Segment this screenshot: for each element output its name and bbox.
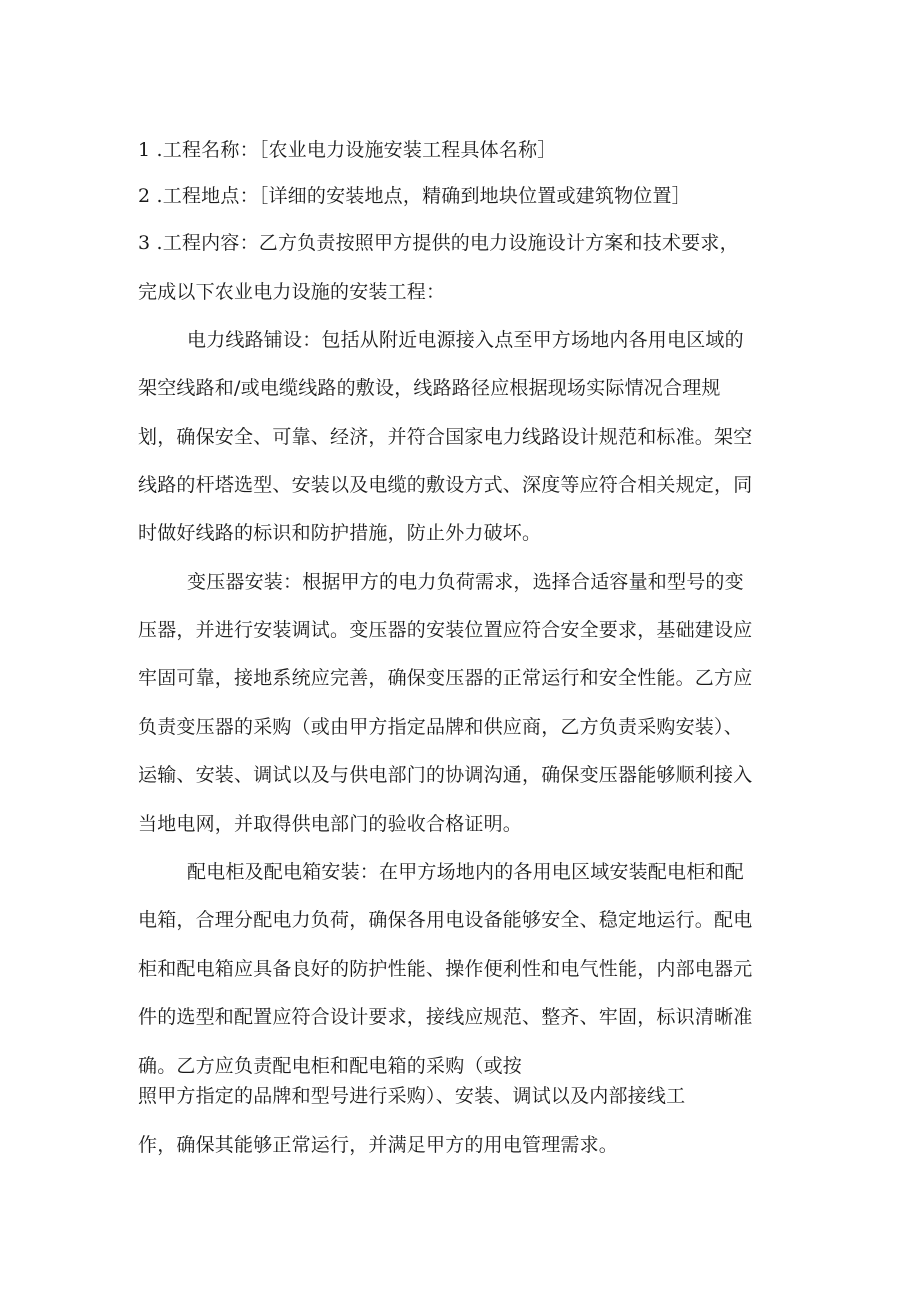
text-line: 运输、安装、调试以及与供电部门的协调沟通，确保变压器能够顺利接入 [138,764,753,786]
text-line: 电箱，合理分配电力负荷，确保各用电设备能够安全、稳定地运行。配电 [138,909,753,931]
paragraph-distribution-start: 配电柜及配电箱安装：在甲方场地内的各用电区域安装配电柜和配 [187,861,744,883]
item-project-name: 1 .工程名称：［农业电力设施安装工程具体名称］ [138,139,557,161]
text-line: 柜和配电箱应具备良好的防护性能、操作便利性和电气性能，内部电器元 [138,958,753,980]
text-line: 牢固可靠，接地系统应完善，确保变压器的正常运行和安全性能。乙方应 [138,667,753,689]
text-line: 确。乙方应负责配电柜和配电箱的采购（或按 [138,1055,523,1077]
text-line: 照甲方指定的品牌和型号进行采购）、安装、调试以及内部接线工 [138,1085,686,1107]
text-line: 负责变压器的采购（或由甲方指定品牌和供应商，乙方负责采购安装）、 [138,716,743,738]
text-line: 划，确保安全、可靠、经济，并符合国家电力线路设计规范和标准。架空 [138,426,753,448]
item-project-content: 3 .工程内容：乙方负责按照甲方提供的电力设施设计方案和技术要求， [138,232,739,254]
paragraph-transformer-start: 变压器安装：根据甲方的电力负荷需求，选择合适容量和型号的变 [187,571,744,593]
text-line: 完成以下农业电力设施的安装工程： [138,281,446,303]
text-line: 件的选型和配置应符合设计要求，接线应规范、整齐、牢固，标识清晰准 [138,1006,753,1028]
text-line: 时做好线路的标识和防护措施，防止外力破坏。 [138,522,542,544]
text-line: 作，确保其能够正常运行，并满足甲方的用电管理需求。 [138,1134,619,1156]
paragraph-power-line-start: 电力线路铺设：包括从附近电源接入点至甲方场地内各用电区域的 [187,329,744,351]
text-line: 压器，并进行安装调试。变压器的安装位置应符合安全要求，基础建设应 [138,619,753,641]
text-line: 当地电网，并取得供电部门的验收合格证明。 [138,813,523,835]
text-line: 架空线路和/或电缆线路的敷设，线路路径应根据现场实际情况合理规 [138,377,721,399]
item-project-location: 2 .工程地点：［详细的安装地点，精确到地块位置或建筑物位置］ [138,185,691,207]
text-line: 线路的杆塔选型、安装以及电缆的敷设方式、深度等应符合相关规定，同 [138,474,753,496]
